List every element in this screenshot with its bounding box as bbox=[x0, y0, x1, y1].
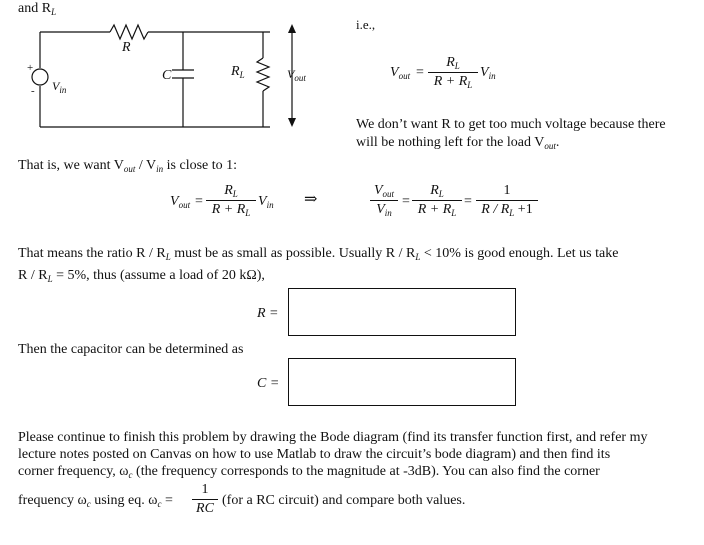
eq2-equals: = bbox=[195, 194, 203, 209]
label-vout: $V_{out}$ bbox=[287, 67, 306, 83]
c-answer-label: C = bbox=[257, 376, 280, 391]
label-r: R bbox=[122, 40, 131, 55]
r-answer-box[interactable] bbox=[288, 288, 516, 336]
eq2-rl-fraction: $\frac{R_L}{R + R_L}$ bbox=[412, 183, 462, 218]
eq1-lhs: $V_{out}$ bbox=[390, 65, 411, 81]
resistor-r bbox=[110, 25, 148, 39]
rc-fraction: $\frac{1}{RC}$ bbox=[192, 482, 218, 517]
vout-arrow-top bbox=[288, 24, 296, 33]
para4-line-4-end: (for a RC circuit) and compare both values. bbox=[222, 493, 466, 508]
para4-line-1: Please continue to finish this problem by drawing the Bode diagram (find its transfer function first, and refer my bbox=[18, 430, 648, 445]
para3-text: Then the capacitor can be determined as bbox=[18, 342, 244, 357]
para4-line-4: frequency $\omega_c$ using eq. $\omega_c$ = bbox=[18, 493, 173, 509]
eq2-lhs: $V_{out}$ bbox=[170, 194, 191, 210]
para4-line-3: corner frequency, $\omega_c$ (the frequency corresponds to the magnitude at -3dB). You can also find the corner bbox=[18, 464, 600, 480]
source-circle bbox=[32, 69, 48, 85]
eq2-ratio-fraction: $V_{out}$ $V_{in}$ bbox=[370, 183, 398, 218]
note-line-2: will be nothing left for the load $V_{out}$. bbox=[356, 135, 560, 151]
para2-line-2: $R / R_L = 5\%$, thus (assume a load of 20 kΩ), bbox=[18, 268, 265, 284]
r-answer-label: R = bbox=[257, 306, 279, 321]
label-rl: $R_L$ bbox=[231, 64, 245, 80]
resistor-rl bbox=[257, 58, 269, 91]
vout-arrow-bottom bbox=[288, 118, 296, 127]
label-plus: + bbox=[27, 62, 34, 74]
eq2-equals-3: = bbox=[464, 194, 472, 209]
header-text: and $R_L$ bbox=[18, 1, 57, 17]
ie-text: i.e., bbox=[356, 17, 376, 32]
eq2-equals-2: = bbox=[402, 194, 410, 209]
c-answer-box[interactable] bbox=[288, 358, 516, 406]
para4-line-2: lecture notes posted on Canvas on how to use Matlab to draw the circuit’s bode diagram) and then find its bbox=[18, 447, 611, 462]
note-line-1: We don’t want R to get too much voltage because there bbox=[356, 117, 666, 132]
eq2-tail: $V_{in}$ bbox=[258, 194, 274, 210]
label-minus: - bbox=[31, 85, 35, 97]
label-vin: $V_{in}$ bbox=[52, 79, 67, 95]
eq2-one-fraction: $\frac{1}{R / R_L +1}$ bbox=[476, 183, 538, 218]
eq1-tail: $V_{in}$ bbox=[480, 65, 496, 81]
label-c: C bbox=[162, 68, 172, 83]
eq2-fraction: $\frac{R_L}{R + R_L}$ bbox=[206, 183, 256, 218]
para1-text: That is, we want $V_{out} / V_{in}$ is close to 1: bbox=[18, 158, 238, 174]
eq1-fraction: $\frac{R_L}{R + R_L}$ bbox=[428, 55, 478, 90]
eq1-equals: = bbox=[416, 65, 424, 80]
implies-arrow: ⇒ bbox=[304, 191, 318, 208]
para2-line-1: That means the ratio R / $R_L$ must be as small as possible. Usually $R / R_L < 10\%$ is good enough. Let us take bbox=[18, 246, 619, 262]
